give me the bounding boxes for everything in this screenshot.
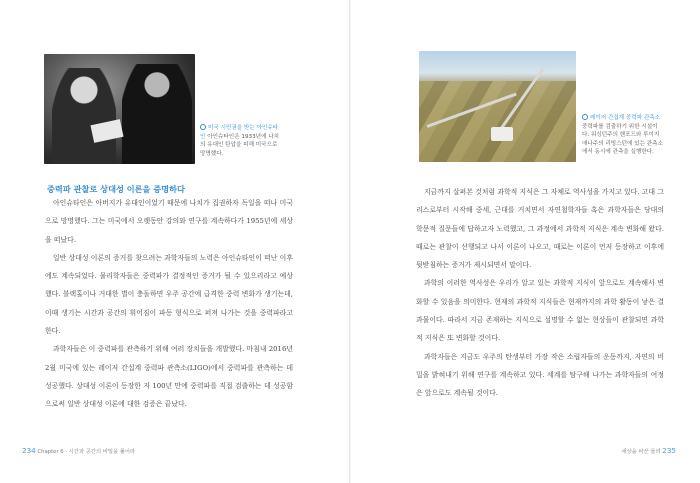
paragraph: 일반 상대성 이론의 증거를 찾으려는 과학자들의 노력은 아인슈타인이 떠난 이후에도 계속되었다. 물리학자들은 중력파가 결정적인 증거가 될 수 있으리라고 예상했다. 블랙홀이나 거대한 별이 충돌하면 우주 공간에 급격한 중력 변화가 생기는데, 이때 생기는 시간과 공간의 휘어짐이 파동 형식으로 퍼져 나가는 것을 중력파라고 한다.: [45, 253, 293, 336]
caption-title: 미국 시민권을 받는 아인슈타인: [200, 125, 279, 140]
caption-bullet-icon: [582, 114, 588, 120]
paragraph: 과학자들은 이 중력파를 관측하기 위해 여러 장치들을 개발했다. 마침내 2016년 2월 미국에 있는 레이저 간섭계 중력파 관측소(LIGO)에서 중력파를 관측하는 데 성공했다. 상대성 이론이 등장한 지 100년 만에 중력파를 직접 검출하는 데 성공함으로써 일반 상대성 이론에 대한 검증은 끝났다.: [45, 345, 293, 409]
paragraph: 과학자들은 지금도 우주의 탄생부터 가장 작은 소립자들의 운동까지, 자연의 비밀을 밝혀내기 위해 연구를 계속하고 있다. 세계를 탐구해 나가는 과학자들의 여정은 앞으로도 계속될 것이다.: [416, 352, 664, 398]
caption-bullet-icon: [200, 124, 206, 130]
folio-right: [621, 446, 676, 455]
folio-left: [22, 446, 135, 455]
ligo-observatory-photo: [419, 51, 576, 162]
paragraph: 과학의 이러한 역사성은 우리가 알고 있는 과학적 지식이 앞으로도 계속해서 변화할 수 있음을 의미한다. 현재의 과학적 지식들은 현재까지의 과학 활동이 낳은 결과물이다. 따라서 지금 존재하는 지식으로 설명할 수 없는 현상들이 관찰되면 과학적 지식은 또 변화할 것이다.: [416, 279, 664, 343]
photo-caption-left: [200, 124, 282, 158]
right-body-text: [416, 183, 664, 403]
photo-caption-right: [582, 114, 664, 157]
photo-building: [491, 127, 513, 141]
caption-title: 레이저 간섭계 중력파 관측소: [590, 115, 661, 121]
paragraph: 아인슈타인은 아버지가 유대인이었기 때문에 나치가 집권하자 독일을 떠나 미국으로 망명했다. 그는 미국에서 오랫동안 강의와 연구를 계속하다가 1955년에 세상을 떠났다.: [45, 199, 293, 244]
paragraph: 지금까지 살펴본 것처럼 과학적 지식은 그 자체로 역사성을 가지고 있다. 고대 그리스로부터 시작해 중세, 근대를 거치면서 자연철학자들 혹은 과학자들은 당대의 학문적 질문들에 답하고자 노력했고, 그 과정에서 과학적 지식은 계속 변화해 왔다. 때로는 관찰이 선행되고 나서 이론이 나오고, 때로는 이론이 먼저 등장하고 이후에 뒷받침하는 증거가 제시되면서 말이다.: [416, 188, 664, 270]
einstein-citizenship-photo: [44, 54, 195, 164]
left-body-text: [45, 194, 293, 414]
page-number: 235: [662, 446, 676, 455]
caption-text: 중력파를 검출하기 위한 시설이다. 워싱턴주의 핸포드와 루이지애나주의 리빙스턴에 있는 관측소에서 동시에 관측을 실행한다.: [582, 123, 663, 156]
page-number: 234: [22, 446, 36, 455]
section-heading: 중력파 관찰로 상대성 이론을 증명하다: [47, 184, 185, 194]
running-chapter: Chapter 6 · 시간과 공간의 비밀을 풀어라: [37, 449, 136, 455]
photo-figure: [122, 64, 192, 164]
page-gutter: [349, 0, 351, 483]
photo-figure: [52, 68, 116, 164]
running-title: 세상을 바꾼 물리: [621, 449, 661, 455]
caption-text: 아인슈타인은 1933년에 나치의 유대인 탄압을 피해 미국으로 망명했다.: [200, 133, 280, 157]
